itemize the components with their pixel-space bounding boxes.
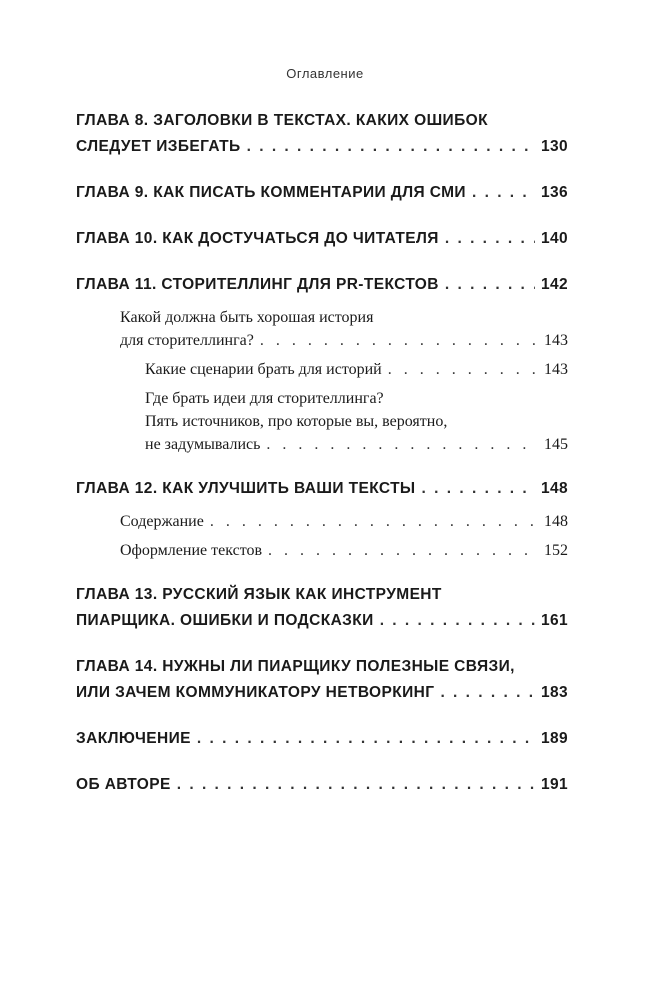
page-number: 145 (544, 436, 568, 453)
toc-entry-line: ГЛАВА 8. ЗАГОЛОВКИ В ТЕКСТАХ. КАКИХ ОШИБОК (76, 112, 488, 129)
page-number: 152 (544, 542, 568, 559)
toc-entry-line: Содержание (120, 513, 204, 530)
toc-entry-line: СЛЕДУЕТ ИЗБЕГАТЬ (76, 138, 241, 155)
toc-entry-line: для сторителлинга? (120, 332, 254, 349)
toc-entry-line: ГЛАВА 9. КАК ПИСАТЬ КОММЕНТАРИИ ДЛЯ СМИ (76, 184, 466, 201)
toc-entry-line: ГЛАВА 11. СТОРИТЕЛЛИНГ ДЛЯ PR-ТЕКСТОВ (76, 276, 439, 293)
toc-entry-line: не задумывались (145, 436, 261, 453)
toc-entry-conclusion[interactable] (76, 726, 568, 752)
toc-entry-section[interactable] (120, 306, 568, 352)
page-number: 143 (544, 332, 568, 349)
dot-leader (445, 226, 535, 252)
page-number: 136 (540, 184, 568, 201)
page-number: 161 (540, 612, 568, 629)
dot-leader (440, 680, 535, 706)
toc-entry-line: ГЛАВА 10. КАК ДОСТУЧАТЬСЯ ДО ЧИТАТЕЛЯ (76, 230, 439, 247)
dot-leader (422, 476, 535, 502)
toc-entry-line: Какие сценарии брать для историй (145, 361, 382, 378)
toc-entry-line: Какой должна быть хорошая история (120, 309, 374, 326)
dot-leader (268, 539, 538, 562)
toc-entry-chapter-11[interactable] (76, 272, 568, 298)
page-number: 191 (540, 776, 568, 793)
toc-entry-line: ГЛАВА 12. КАК УЛУЧШИТЬ ВАШИ ТЕКСТЫ (76, 480, 416, 497)
toc-entry-line: Оформление текстов (120, 542, 263, 559)
toc-entry-chapter-8[interactable] (76, 108, 568, 160)
toc-entry-chapter-9[interactable] (76, 180, 568, 206)
page-number: 189 (540, 730, 568, 747)
toc-entry-line: ГЛАВА 13. РУССКИЙ ЯЗЫК КАК ИНСТРУМЕНТ (76, 586, 442, 603)
toc-entry-chapter-12[interactable] (76, 476, 568, 502)
page-number: 140 (540, 230, 568, 247)
toc-entry-line: ПИАРЩИКА. ОШИБКИ И ПОДСКАЗКИ (76, 612, 374, 629)
dot-leader (177, 772, 535, 798)
chapter-12-sections (0, 510, 650, 562)
dot-leader (388, 358, 538, 381)
toc-entry-section[interactable] (120, 539, 568, 562)
page-number: 142 (540, 276, 568, 293)
dot-leader (210, 510, 538, 533)
toc-entry-line: ОБ АВТОРЕ (76, 776, 171, 793)
chapter-11-sections (0, 306, 650, 456)
page-number: 148 (540, 480, 568, 497)
dot-leader (197, 726, 535, 752)
dot-leader (260, 329, 538, 352)
dot-leader (445, 272, 535, 298)
page-number: 183 (540, 684, 568, 701)
running-head: Оглавление (286, 66, 364, 81)
page-number: 130 (540, 138, 568, 155)
table-of-contents (0, 108, 650, 818)
dot-leader (247, 134, 535, 160)
toc-entry-line: Где брать идеи для сторителлинга? (145, 390, 384, 407)
page-number: 148 (544, 513, 568, 530)
dot-leader (266, 433, 538, 456)
dot-leader (380, 608, 535, 634)
dot-leader (472, 180, 535, 206)
toc-entry-chapter-13[interactable] (76, 582, 568, 634)
toc-entry-chapter-10[interactable] (76, 226, 568, 252)
toc-entry-about-author[interactable] (76, 772, 568, 798)
toc-entry-line: ЗАКЛЮЧЕНИЕ (76, 730, 191, 747)
page-number: 143 (544, 361, 568, 378)
toc-entry-section[interactable] (145, 358, 568, 381)
toc-entry-chapter-14[interactable] (76, 654, 568, 706)
toc-entry-section[interactable] (120, 510, 568, 533)
toc-entry-line: Пять источников, про которые вы, вероятно, (145, 413, 448, 430)
toc-entry-line: ИЛИ ЗАЧЕМ КОММУНИКАТОРУ НЕТВОРКИНГ (76, 684, 435, 701)
toc-entry-line: ГЛАВА 14. НУЖНЫ ЛИ ПИАРЩИКУ ПОЛЕЗНЫЕ СВЯЗИ, (76, 658, 515, 675)
toc-entry-section[interactable] (145, 387, 568, 456)
